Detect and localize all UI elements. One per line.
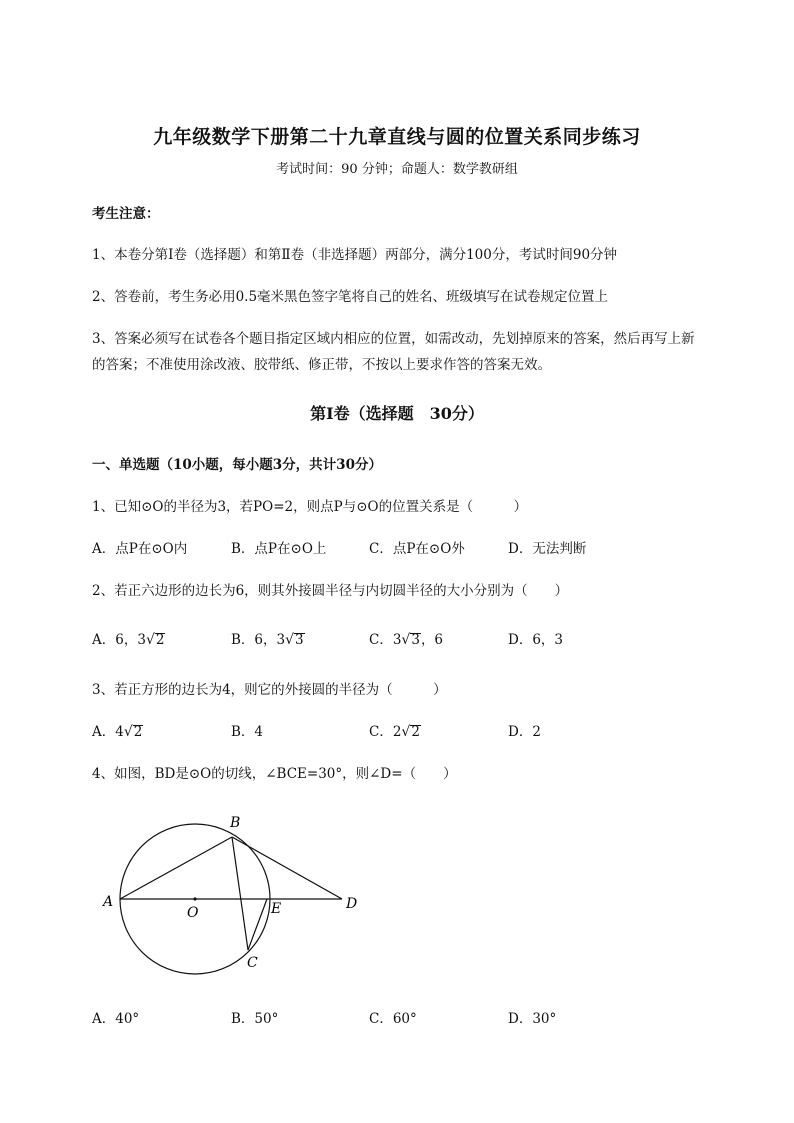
note-3-line-2: 的答案；不准使用涂改液、胶带纸、修正带，不按以上要求作答的答案无效。 bbox=[92, 357, 551, 373]
label-o: O bbox=[187, 905, 199, 921]
q1-option-d: D．无法判断 bbox=[508, 541, 587, 557]
note-1: 1、本卷分第I卷（选择题）和第Ⅱ卷（非选择题）两部分，满分100分，考试时间90分钟 bbox=[92, 247, 618, 263]
q4-option-b: B．50° bbox=[231, 1011, 279, 1027]
question-3-stem: 3、若正方形的边长为4，则它的外接圆的半径为（ ） bbox=[92, 682, 447, 698]
question-2-stem: 2、若正六边形的边长为6，则其外接圆半径与内切圆半径的大小分别为（ ） bbox=[92, 583, 569, 599]
q2-option-a: A．6，3√2 bbox=[92, 632, 165, 648]
note-2: 2、答卷前，考生务必用0.5毫米黑色签字笔将自己的姓名、班级填写在试卷规定位置上 bbox=[92, 289, 609, 305]
line-ab bbox=[120, 837, 232, 899]
q3-option-d: D．2 bbox=[508, 724, 541, 740]
label-d: D bbox=[346, 896, 358, 912]
q2-option-b-radicand: 3 bbox=[295, 632, 304, 648]
line-ce bbox=[248, 899, 267, 950]
q4-option-d: D．30° bbox=[508, 1011, 557, 1027]
notes-heading: 考生注意： bbox=[92, 206, 160, 222]
line-bc bbox=[232, 837, 248, 950]
page-title: 九年级数学下册第二十九章直线与圆的位置关系同步练习 bbox=[153, 126, 641, 148]
q4-option-a: A．40° bbox=[92, 1011, 140, 1027]
note-3-line-1: 3、答案必须写在试卷各个题目指定区域内相应的位置，如需改动，先划掉原来的答案，然后再写上新 bbox=[92, 331, 695, 347]
q3-option-c: C．2√2 bbox=[369, 724, 420, 740]
tangent-bd bbox=[232, 837, 342, 899]
part-heading: 一、单选题（10小题，每小题3分，共计30分） bbox=[92, 457, 382, 473]
label-a: A bbox=[103, 894, 114, 910]
q2-option-d: D．6，3 bbox=[508, 632, 564, 648]
q3-option-a-radicand: 2 bbox=[133, 724, 143, 740]
label-c: C bbox=[247, 955, 258, 971]
q3-option-a: A．4√2 bbox=[92, 724, 143, 740]
q1-option-c: C．点P在⊙O外 bbox=[369, 541, 465, 557]
q2-option-c: C．3√3，6 bbox=[369, 632, 444, 648]
q3-option-b: B．4 bbox=[231, 724, 264, 740]
q1-option-b: B．点P在⊙O上 bbox=[231, 541, 327, 557]
circle-tangent-figure bbox=[90, 805, 380, 990]
label-e: E bbox=[271, 901, 282, 917]
question-4-stem: 4、如图，BD是⊙O的切线，∠BCE=30°，则∠D=（ ） bbox=[92, 766, 457, 782]
exam-info: 考试时间：90 分钟；命题人：数学教研组 bbox=[276, 162, 518, 177]
center-point bbox=[193, 897, 196, 900]
label-b: B bbox=[230, 815, 241, 831]
q2-option-b: B．6，3√3 bbox=[231, 632, 304, 648]
q2-option-c-radicand: 3 bbox=[411, 632, 420, 648]
section-title: 第I卷（选择题 30分） bbox=[310, 404, 484, 423]
q3-option-c-radicand: 2 bbox=[411, 724, 420, 740]
q1-option-a: A．点P在⊙O内 bbox=[92, 541, 188, 557]
question-1-stem: 1、已知⊙O的半径为3，若PO=2，则点P与⊙O的位置关系是（ ） bbox=[92, 499, 528, 515]
q2-option-a-radicand: 2 bbox=[155, 632, 165, 648]
q4-option-c: C．60° bbox=[369, 1011, 417, 1027]
